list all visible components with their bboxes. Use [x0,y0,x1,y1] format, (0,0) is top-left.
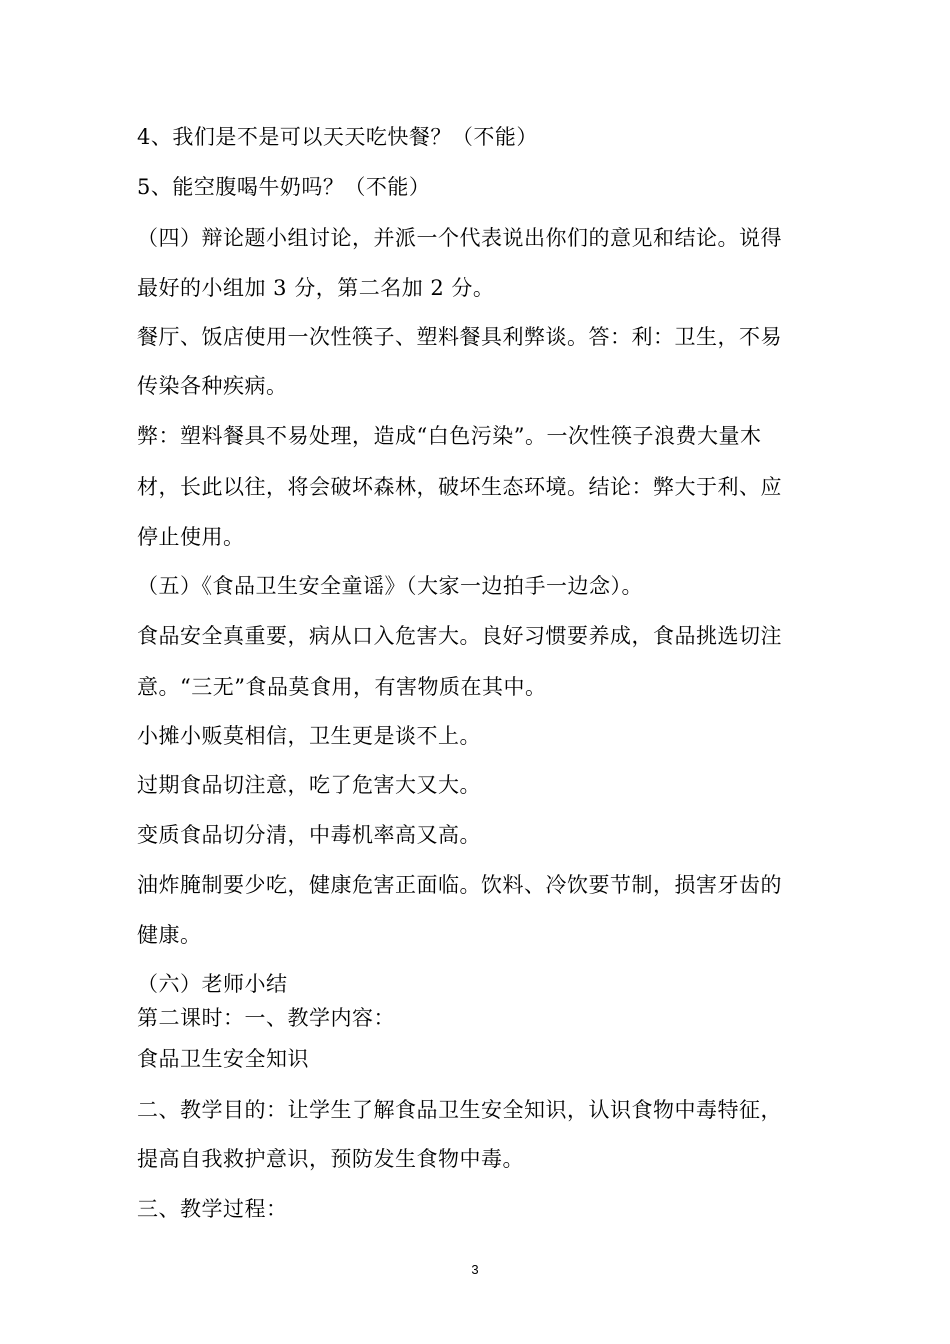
text-line: 健康。 [137,923,202,947]
text-line: 过期食品切注意，吃了危害大又大。 [137,773,481,797]
text-line: 5、能空腹喝牛奶吗？（不能） [137,175,431,199]
text-line: 第二课时：一、教学内容： [137,1006,395,1030]
text-line: 油炸腌制要少吃，健康危害正面临。饮料、冷饮要节制，损害牙齿的 [137,873,782,897]
page-number: 3 [471,1262,479,1277]
text-line: 餐厅、饭店使用一次性筷子、塑料餐具利弊谈。答：利：卫生，不易 [137,325,782,349]
text-line: 小摊小贩莫相信，卫生更是谈不上。 [137,724,481,748]
text-line: （六）老师小结 [137,972,288,996]
text-line: 弊：塑料餐具不易处理，造成“白色污染”。一次性筷子浪费大量木 [137,424,762,448]
text-line: 最好的小组加 3 分，第二名加 2 分。 [137,276,495,300]
text-line: 食品卫生安全知识 [137,1047,309,1071]
text-line: 食品安全真重要，病从口入危害大。良好习惯要养成，食品挑选切注 [137,624,782,648]
text-line: 二、教学目的：让学生了解食品卫生安全知识，认识食物中毒特征， [137,1098,782,1122]
text-line: 意。“三无”食品莫食用，有害物质在其中。 [137,675,547,699]
text-line: 三、教学过程： [137,1197,288,1221]
text-line: 停止使用。 [137,525,245,549]
text-line: （四）辩论题小组讨论，并派一个代表说出你们的意见和结论。说得 [137,226,782,250]
text-line: 变质食品切分清，中毒机率高又高。 [137,823,481,847]
text-line: 4、我们是不是可以天天吃快餐？（不能） [137,125,538,149]
text-line: （五）《食品卫生安全童谣》（大家一边拍手一边念）。 [137,574,643,598]
text-line: 传染各种疾病。 [137,374,288,398]
text-line: 提高自我救护意识，预防发生食物中毒。 [137,1147,524,1171]
text-line: 材，长此以往，将会破坏森林，破坏生态环境。结论：弊大于利、应 [137,475,782,499]
